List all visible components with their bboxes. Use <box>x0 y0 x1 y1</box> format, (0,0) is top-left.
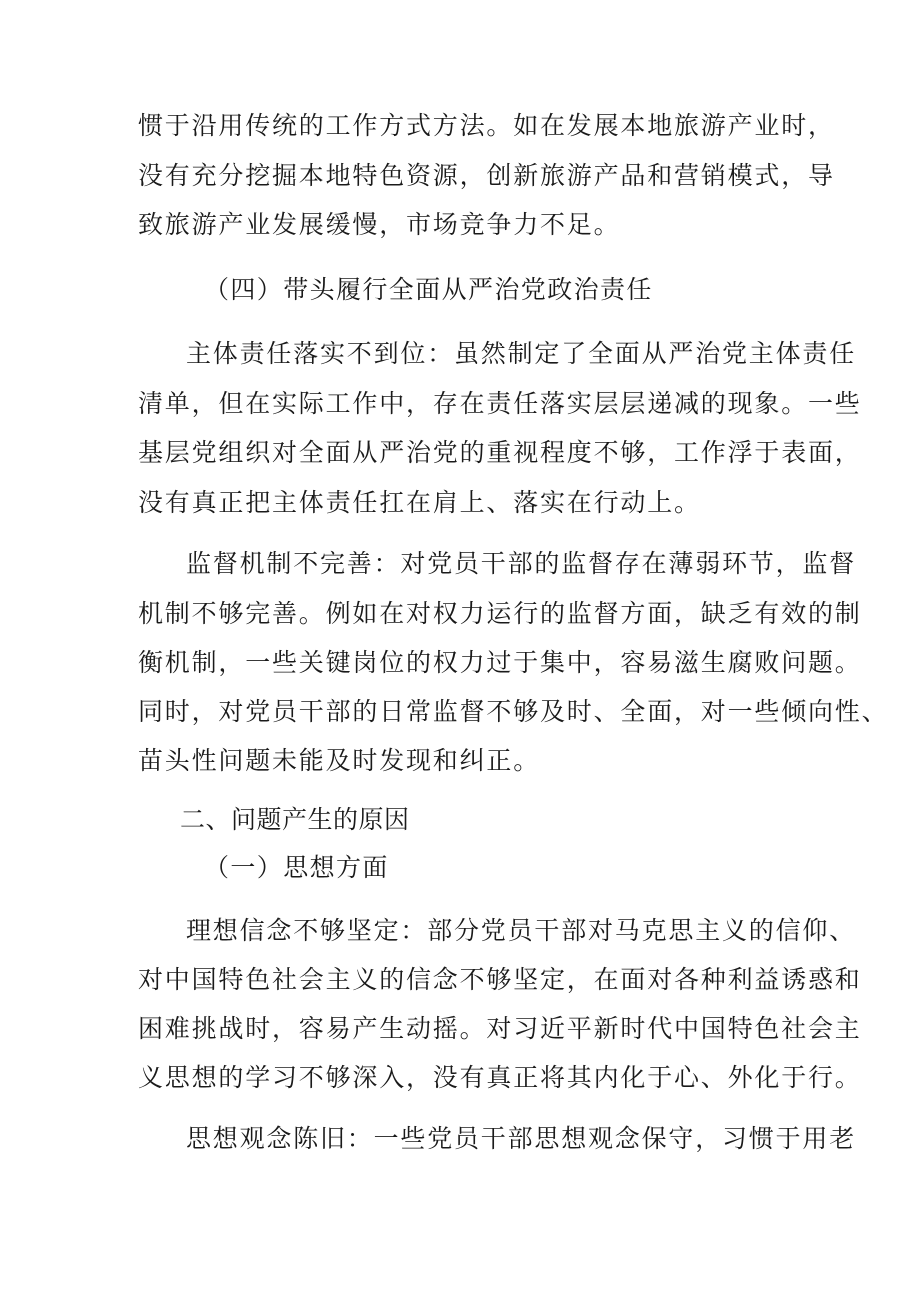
paragraph-line: 监督机制不完善：对党员干部的监督存在薄弱环节，监督 <box>186 549 857 578</box>
paragraph-line: 苗头性问题未能及时发现和纠正。 <box>138 746 541 775</box>
paragraph-line: 理想信念不够坚定：部分党员干部对马克思主义的信仰、 <box>186 916 857 945</box>
paragraph-line: 对中国特色社会主义的信念不够坚定，在面对各种利益诱惑和 <box>138 965 862 994</box>
section-heading-four: （四）带头履行全面从严治党政治责任 <box>204 275 653 304</box>
paragraph-line: 机制不够完善。例如在对权力运行的监督方面，缺乏有效的制 <box>138 599 862 628</box>
section-heading-one: （一）思想方面 <box>204 853 389 882</box>
paragraph-line: 思想观念陈旧：一些党员干部思想观念保守，习惯于用老 <box>186 1124 857 1153</box>
paragraph-line: 没有真正把主体责任扛在肩上、落实在行动上。 <box>138 488 701 517</box>
paragraph-line: 衡机制，一些关键岗位的权力过于集中，容易滋生腐败问题。 <box>138 648 862 677</box>
section-title-two: 二、问题产生的原因 <box>180 805 410 834</box>
paragraph-line: 困难挑战时，容易产生动摇。对习近平新时代中国特色社会主 <box>138 1014 862 1043</box>
paragraph-line: 主体责任落实不到位：虽然制定了全面从严治党主体责任 <box>186 339 857 368</box>
paragraph-line: 惯于沿用传统的工作方式方法。如在发展本地旅游产业时， <box>138 111 835 140</box>
paragraph-line: 基层党组织对全面从严治党的重视程度不够，工作浮于表面， <box>138 438 862 467</box>
paragraph-line: 清单，但在实际工作中，存在责任落实层层递减的现象。一些 <box>138 389 862 418</box>
paragraph-line: 同时，对党员干部的日常监督不够及时、全面，对一些倾向性、 <box>138 697 889 726</box>
paragraph-line: 义思想的学习不够深入，没有真正将其内化于心、外化于行。 <box>138 1063 862 1092</box>
paragraph-line: 没有充分挖掘本地特色资源，创新旅游产品和营销模式，导 <box>138 161 835 190</box>
paragraph-line: 致旅游产业发展缓慢，市场竞争力不足。 <box>138 210 621 239</box>
